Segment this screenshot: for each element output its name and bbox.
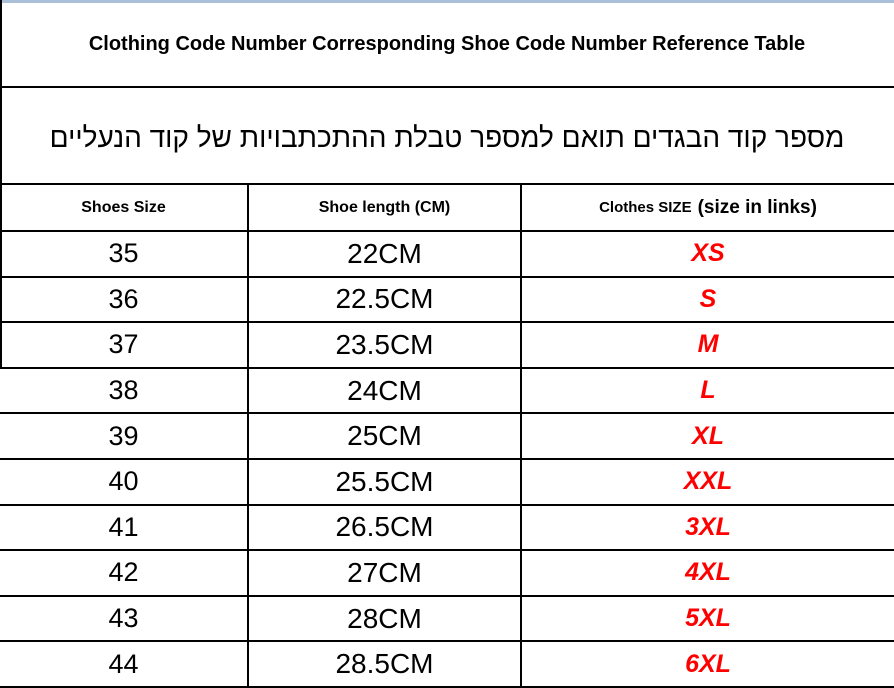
cell-shoes-size: 37: [0, 323, 249, 367]
cell-shoe-length: 28.5CM: [249, 642, 522, 686]
cell-clothes-size: XS: [691, 239, 725, 268]
cell-clothes-size: 6XL: [685, 649, 731, 678]
cell-clothes-size: M: [697, 330, 719, 359]
header-clothes-size: [522, 185, 894, 230]
table-row-38: [0, 369, 894, 415]
table-row-36: [0, 278, 894, 324]
cell-clothes-size: S: [699, 284, 717, 313]
cell-shoes-size: 35: [0, 232, 249, 276]
table-row-39: [0, 414, 894, 460]
table-row-43: [0, 597, 894, 643]
table-row-37: [0, 323, 894, 369]
cell-shoes-size: 44: [0, 642, 249, 686]
cell-shoe-length: 22.5CM: [249, 278, 522, 322]
cell-shoe-length: 26.5CM: [249, 506, 522, 550]
cell-shoe-length: 25.5CM: [249, 460, 522, 504]
cell-shoe-length: 22CM: [249, 232, 522, 276]
size-reference-table: [0, 183, 894, 688]
cell-shoes-size: 42: [0, 551, 249, 595]
cell-shoe-length: 27CM: [249, 551, 522, 595]
header-clothes-size-label: Clothes SIZE: [599, 199, 692, 216]
cell-shoes-size: 36: [0, 278, 249, 322]
cell-shoes-size: 41: [0, 506, 249, 550]
cell-shoe-length: 25CM: [249, 414, 522, 458]
table-row-40: [0, 460, 894, 506]
table-header-row: [0, 185, 894, 232]
page-title-hebrew: מספר קוד הבגדים תואם למספר טבלת ההתכתבויות של קוד הנעליים: [49, 121, 845, 153]
cell-shoes-size: 38: [0, 369, 249, 413]
table-row-44: [0, 642, 894, 688]
cell-clothes-size: XL: [692, 421, 724, 450]
cell-clothes-size: L: [700, 376, 716, 405]
header-shoe-length: Shoe length (CM): [249, 185, 522, 230]
cell-shoe-length: 24CM: [249, 369, 522, 413]
cell-clothes-size: XXL: [683, 467, 733, 496]
table-row-42: [0, 551, 894, 597]
left-border-artifact: [0, 0, 2, 367]
header-clothes-size-note: (size in links): [697, 196, 817, 218]
cell-shoes-size: 43: [0, 597, 249, 641]
cell-shoes-size: 40: [0, 460, 249, 504]
cell-clothes-size: 4XL: [685, 558, 731, 587]
header-shoes-size: Shoes Size: [0, 185, 249, 230]
page-title-english: Clothing Code Number Corresponding Shoe Code Number Reference Table: [0, 3, 894, 88]
cell-shoe-length: 23.5CM: [249, 323, 522, 367]
cell-clothes-size: 5XL: [685, 604, 731, 633]
table-row-35: [0, 232, 894, 278]
cell-shoe-length: 28CM: [249, 597, 522, 641]
table-row-41: [0, 506, 894, 552]
cell-clothes-size: 3XL: [685, 512, 731, 541]
cell-shoes-size: 39: [0, 414, 249, 458]
